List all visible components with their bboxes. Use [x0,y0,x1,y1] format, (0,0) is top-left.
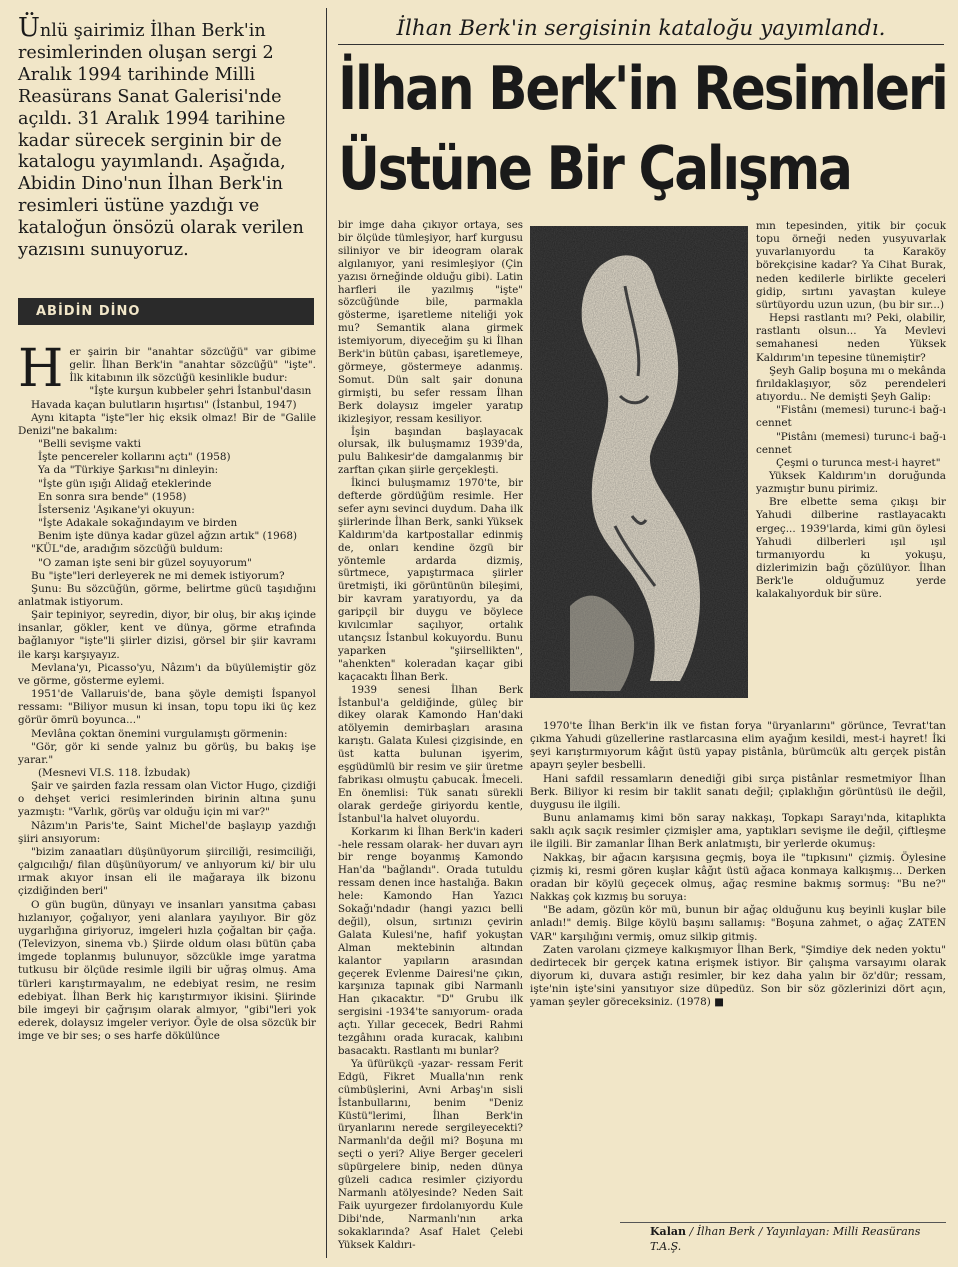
intro-paragraph [18,13,316,262]
paragraph: 1951'de Vallaruis'de, bana şöyle demişti İspanyol ressamı: "Biliyor musun ki insan, topu topu iki üç kez görür ömrü boyunca..." [18,688,316,727]
paragraph: "KÜL"de, aradığım sözcüğü buldum: [31,543,224,556]
paragraph: İkinci buluşmamız 1970'te, bir defterde gördüğüm resimle. Her sefer aynı sevinci duydum. Daha ilk şiirlerinde İlhan Berk, sanki Yüksek Kaldırım'da kartpostallar edinmiş de, onları kendine özgü bir yöntemle ardarda dizmiş, sürtmece, yapıştırmaca şiirler üretmişti, iki görüntünün bileşimi, bir kavram yaratıyordu, ya da garipçil bir duygu ve böylece kıvılcımlar saçılıyor, ortalık utançsız İstanbul kokuyordu. Bunu yaparken "şiirsellikten", "ahenkten" koleradan kaçar gibi kaçacaktı İlhan Berk. [338,478,523,683]
author-name: ABİDİN DİNO [36,304,141,319]
credit-text: / İlhan Berk / Yayınlayan: Milli Reasürans T.A.Ş. [650,1225,921,1253]
nude-figure-drawing [530,226,748,698]
paragraph: Hani safdil ressamların denediği gibi sırça pistânlar resmetmiyor İlhan Berk. Biliyor ki resim bir taklit sanatı değil; çıplaklığın görüntüsü ile değil, duygusu ile ilgili. [530,772,946,811]
paragraph: Şeyh Galip boşuna mı o mekânda fırıldaklaşıyor, söz perendeleri atıyordu.. Ne demişti Şeyh Galip: [756,364,946,404]
paragraph: Şunu: Bu sözcüğün, görme, belirtme gücü taşıdığını anlatmak istiyorum. [18,582,316,608]
paragraph: Bu "işte"leri derleyerek ne mi demek istiyorum? [31,569,285,582]
artwork-image [530,226,748,698]
paragraph: Zaten varolanı çizmeye kalkışmıyor İlhan Berk, "Şimdiye dek neden yoktu" dedirtecek bir gerçek katına erişmek istiyor. Bir çalışma varsayımı olarak diyorum ki, duvara astığı resimler, bir kez daha yalın bir öz'dür; ressam, işte'nin işte'sini yansıtıyor size düpedüz. Son bir söz gözlerinizi dört açın, yaman şeyler göreceksiniz. (1978) ■ [530,943,946,1009]
paragraph: Aynı kitapta "işte"ler hiç eksik olmaz! Bir de "Galile Denizi"ne bakalım: [18,411,316,437]
paragraph: "bizim zanaatları düşünüyorum şiirciliği, resimciliği, çalgıcılığı/ filan düşünüyorum/ ve anlıyorum ki/ bir ulu ırmak akıyor insan eli ile mağaraya ilk bizonu çizdiğinden beri" [18,845,316,898]
article-column-3 [756,220,946,602]
paragraph: İşte pencereler kollarını açtı" (1958) [38,451,231,464]
kicker: İlhan Berk'in sergisinin kataloğu yayımlandı. [338,14,944,45]
article-column-4 [530,720,946,1009]
paragraph: "Fistânı (memesi) turunc-i bağ-ı cennet [756,404,946,430]
paragraph: Ya da "Türkiye Şarkısı"nı dinleyin: [38,464,219,477]
paragraph: Havada kaçan bulutların hışırtısı" (İstanbul, 1947) [31,398,297,411]
article-drop-cap: H [18,339,64,399]
paragraph: O gün bugün, dünyayı ve insanları yansıtma çabası hızlanıyor, çoğalıyor, yeni alanlara yayılıyor. Bir göz uygarlığına giriyoruz, imgeleri hızla çoğaltan bir çağa. (Televizyon, sinema vb.) Şiirde oldum olası bütün çaba imgede toplanmış bulunuyor, sözcükle imge yaratma tutkusu bir ölçüde resimle ilgili bir uğraş olmuş. Ama türleri karıştırmayalım, ne edebiyat resim, ne resim edebiyat. İlhan Berk hiç karıştırmıyor ikisini. Şiirinde bile imgeyi bir çağrışım olarak almıyor, "gibi"leri yok ederek, dolaysız imgeler veriyor. Öyle de olsa sözcük bir imge ve bir ses; o ses harfe dökülünce [18,898,316,1043]
paragraph: 1970'te İlhan Berk'in ilk ve fistan forya "üryanlarını" görünce, Tevrat'tan çıkma Yahudi güzellerine rastlarcasına elim ayağım kesildi, mest-i hayret! İki şeyi karıştırmıyorum kâğıt üstü yapay pistânla, bürümcük altı gerçek pistân apayrı şeyler besbelli. [530,720,946,772]
intro-text: nlü şairimiz İlhan Berk'in resimlerinden oluşan sergi 2 Aralık 1994 tarihinde Milli Reasürans Sanat Galerisi'nde açıldı. 31 Aralık 1994 tarihine kadar sürecek serginin bir de katalogu yayımlandı. Aşağıda, Abidin Dino'nun İlhan Berk'in resimleri üstüne yazdığı ve kataloğun önsözü olarak verilen yazısını sunuyoruz. [18,21,304,261]
paragraph: 1939 senesi İlhan Berk İstanbul'a geldiğinde, güleç bir dikey olarak Kamondo Han'daki atölyemin demirbaşları arasına karıştı. Galata Kulesi çizgisinde, en üst katta bulunan işyerim, eşgüdümlü bir resim ve şiir üretme fabrikası olmuştu çabucak. İmeceli. En önemlisi: Tük sanatı sürekli olarak gerdeğe giriyordu kentle, İstanbul'la halvet oluyordu. [338,684,523,825]
paragraph: Nakkaş, bir ağacın karşısına geçmiş, boya ile "tıpkısını" çizmiş. Öylesine çizmiş ki, resmi gören kuşlar kâğıt üstü ağaca konmaya kalkışmış... Derken oradan bir köylü geçecek olmuş, ağaç resmine bakmış sormuş: "Bu ne?" Nakkaş çok kızmış bu soruya: [530,851,946,904]
paragraph: Mevlâna çoktan önemini vurgulamıştı görmenin: [31,727,288,740]
paragraph: Yüksek Kaldırım'ın doruğunda yazmıştır bunu pirimiz. [756,469,946,496]
article-column-1 [18,339,316,1043]
paragraph: İsterseniz 'Aşıkane'yi okuyun: [38,503,195,516]
paragraph: "İşte kurşun kubbeler şehri İstanbul'dasın [89,385,312,398]
credit-label: Kalan [650,1225,686,1238]
paragraph: "Pistânı (memesi) turunc-i bağ-ı cennet [756,430,946,456]
paragraph: Korkarım ki İlhan Berk'in kaderi -hele ressam olarak- her duvarı ayrı bir renge boyanmış Kamondo Han'da "bağlandı". Orada tutuldu ressam denen ince hastalığa. Bakın hele: Kamondo Han Yazıcı Sokağı'ndadır (hangi yazıcı belli değil), olsun, sırtınızı çevirin Galata Kulesi'ne, hafif yokuştan Alman mektebinin altından kalantor yapıların arasından geçerek Evlenme Dairesi'ne çıkın, karşınıza tapınak gibi Narmanlı Han çıkacaktır. "D" Grubu ilk sergisini -1934'te sanıyorum- orada açtı. Yıllar gececek, Bedri Rahmi tezgâhını orada kuracak, kalıbını basacaktı. Rastlantı mı bunlar? [338,826,523,1057]
paragraph: İşin başından başlayacak olursak, ilk buluşmamız 1939'da, pulu Balıkesir'de damgalanmış bir zarftan çıkan şiirle gerçekleşti. [338,426,523,477]
paragraph: mın tepesinden, yitik bir çocuk topu örneği neden yusyuvarlak yuvarlanıyordu ta Karaköy börekçisine kadar? Ya Cihat Burak, neden kedilerle birlikte geceleri gidip, sırtını yavaştan kuleye sürtüyordu uzun uzun, (bu bir sır...) [756,220,946,311]
headline [338,50,947,210]
headline-line-1: İlhan Berk'in Resimleri [338,54,947,124]
paragraph: Benim işte dünya kadar güzel ağzın artık" (1968) [38,530,298,543]
paragraph: "O zaman işte seni bir güzel soyuyorum" [38,556,252,569]
paragraph: "Belli sevişme vakti [38,438,142,451]
article-column-2 [338,220,523,1253]
paragraph: Şair ve şairden fazla ressam olan Victor Hugo, çizdiği o dehşet verici resimlerinden birinin altına şunu yazmıştı: "Varlık, görüş var olduğu için mi var?" [18,780,316,819]
paragraph: Hepsi rastlantı mı? Peki, olabilir, rastlantı olsun... Ya Mevlevi semahanesi neden Yüksek Kaldırım'ın tepesine tünemiştir? [756,312,946,364]
credit-divider [620,1222,946,1223]
column-divider [326,8,327,1258]
paragraph: Bre elbette sema çıkışı bir Yahudi dilberine rastlayacaktı ergeç... 1939'larda, kimi gün öylesi Yahudi dilberleri ışıl ışıl tırmanıyordu kı yokuşu, dizlerimizin bağı çözülüyor. İlhan Berk'le olduğumuz yerde kalakalıyorduk bir süre. [756,496,946,601]
image-credit [650,1224,946,1254]
paragraph: "İşte gün ışığı Alidağ eteklerinde [38,477,212,490]
paragraph: En sonra sıra bende" (1958) [38,490,187,503]
paragraph: Bunu anlamamış kimi bön saray nakkaşı, Topkapı Sarayı'nda, kitaplıkta saklı açık saçık resimler çizmişler ama, yaptıkları sevişme ile değil, çiftleşme ile ilgili. Bir zamanlar İlhan Berk anlatmıştı, bir yerlerde okumuş: [530,812,946,851]
paragraph: Mevlana'yı, Picasso'yu, Nâzım'ı da büyülemiştir göz ve görme, gösterme eylemi. [18,661,316,687]
paragraph: "Be adam, gözün kör mü, bunun bir ağaç olduğunu kuş beyinli kuşlar bile anladı!" demiş. Bilge köylü başını sallamış: "Boşuna zahmet, o ağaç ZATEN VAR" karşılığını vermiş, omuz silkip gitmiş. [530,904,946,943]
headline-line-2: Üstüne Bir Çalışma [338,134,851,204]
paragraph: "İşte Adakale sokağındayım ve birden [38,517,238,530]
paragraph: Çeşmi o turunca mest-i hayret" [776,456,941,469]
paragraph: er şairin bir "anahtar sözcüğü" var gibime gelir. İlhan Berk'in "anahtar sözcüğü" "işte". İlk kitabının ilk sözcüğü kesinlikle budur: [69,346,316,385]
author-bar [18,298,314,325]
paragraph: Ya üfürükçü -yazar- ressam Ferit Edgü, Fikret Mualla'nın renk cümbüşlerini, Avni Arbaş'ın sisli İstanbullarını, benim "Deniz Küstü"lerimi, İlhan Berk'in üryanlarını nerede sergileyecekti? Narmanlı'da değil mi? Boşuna mı seçti o yeri? Aliye Berger geceleri süpürgelere binip, neden dünya güzeli cadıca resimler çiziyordu Narmanlı atölyesinde? Neden Sait Faik uyurgezer fırdolanıyordu Kule Dibi'nde, Narmanlı'nın arka sokaklarında? Asaf Halet Çelebi Yüksek Kaldırı- [338,1058,523,1251]
paragraph: Nâzım'ın Paris'te, Saint Michel'de başlayıp yazdığı şiiri ansıyorum: [18,819,316,845]
paragraph: (Mesnevi VI.S. 118. İzbudak) [38,767,191,779]
intro-drop-cap: Ü [18,13,40,43]
paragraph: Şair tepiniyor, seyredin, diyor, bir oluş, bir akış içinde insanlar, gökler, kent ve dünya, görme etrafında bağlanıyor "işte"li şiirler dizisi, görsel bir şiir kavramı ile karşı karşıyayız. [18,609,316,661]
paragraph: "Gör, gör ki sende yalnız bu görüş, bu bakış işe yarar." [18,740,316,766]
paragraph: bir imge daha çıkıyor ortaya, ses bir ölçüde tümleşiyor, harf kurgusu siliniyor ve bir ideogram olarak algılanıyor, yani resimleşiyor (Çin yazısı örneğinde olduğu gibi). Latin harfleri ile yazılmış "işte" sözcüğünde bile, parmakla gösterme, işaretleme niteliği yok mu? Semantik alana girmek istemiyorum, diyeceğim şu ki İlhan Berk'in bütün çabası, işaretlemeye, görmeye, göstermeye adanmış. Somut. Dün salt şair donuna girmişti, bu sefer ressam İlhan Berk dolaysız imgeler yaratıp ikizleşiyor, ressam kesiliyor. [338,220,523,425]
